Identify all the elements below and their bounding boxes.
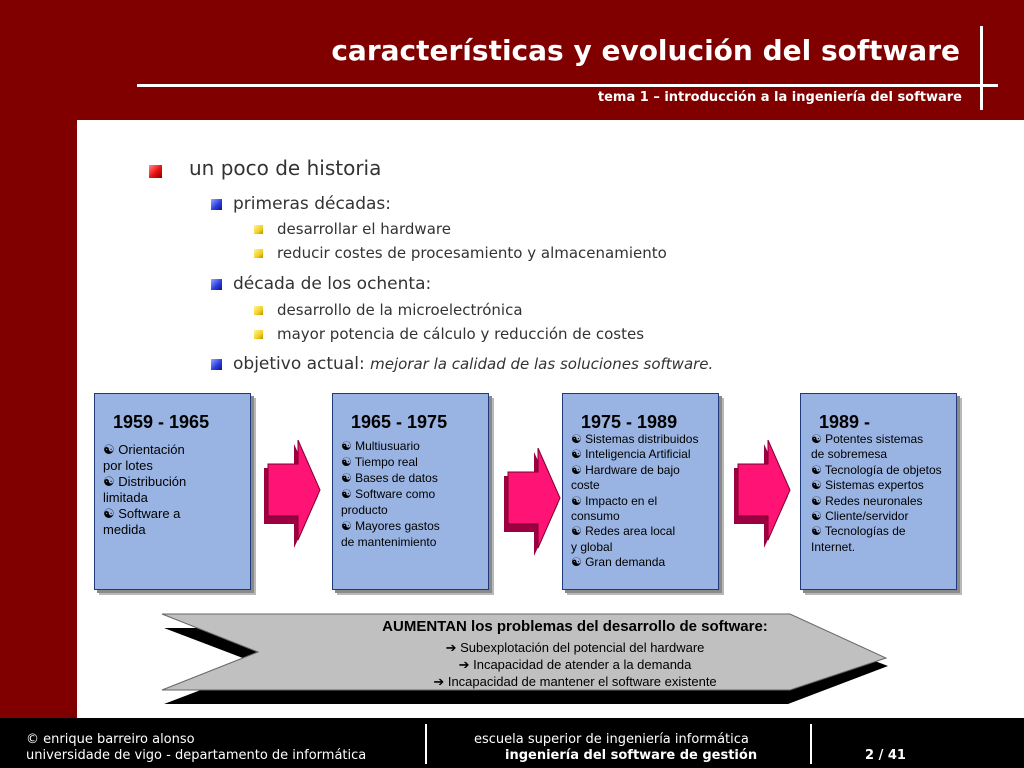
slide-title: características y evolución del software xyxy=(331,34,960,67)
era-item: ☯ Inteligencia Artificial xyxy=(571,447,691,462)
era-item: ☯ Redes neuronales xyxy=(811,493,923,508)
era-years: 1965 - 1975 xyxy=(351,412,448,432)
yellow-bullet-icon xyxy=(254,330,263,339)
era-years: 1975 - 1989 xyxy=(581,412,678,432)
era-box xyxy=(800,393,957,590)
era-item: coste xyxy=(571,478,600,493)
footer-institution: universidade de vigo - departamento de informática xyxy=(26,748,367,763)
era-box xyxy=(562,393,719,590)
era-item: ☯ Potentes sistemas xyxy=(811,432,924,446)
right-arrow-icon xyxy=(732,440,792,550)
era-items xyxy=(341,438,484,550)
era-years: 1989 - xyxy=(819,412,871,432)
banner-line: ➔ Incapacidad de mantener el software existente xyxy=(433,674,717,689)
section-label: objetivo actual: xyxy=(233,354,365,374)
era-item: ☯ Software a xyxy=(103,506,181,521)
yellow-bullet-icon xyxy=(254,249,263,258)
era-years: 1959 - 1965 xyxy=(113,412,210,432)
section-item: mayor potencia de cálculo y reducción de costes xyxy=(277,325,645,343)
blue-bullet-icon xyxy=(211,359,222,370)
era-item: Internet. xyxy=(811,539,856,554)
era-item: y global xyxy=(571,539,613,554)
era-item: medida xyxy=(103,522,146,537)
banner-title: AUMENTAN los problemas del desarrollo de software: xyxy=(382,618,768,635)
yellow-bullet-icon xyxy=(254,306,263,315)
era-item: ☯ Orientación xyxy=(103,442,185,457)
era-item: ☯ Software como xyxy=(341,487,436,501)
footer-course: ingeniería del software de gestión xyxy=(505,748,758,763)
era-item: ☯ Hardware de bajo xyxy=(571,462,680,477)
section-item: reducir costes de procesamiento y almacenamiento xyxy=(277,244,667,262)
era-item: limitada xyxy=(103,490,148,505)
title-underline xyxy=(137,84,998,87)
footer-divider xyxy=(425,724,427,764)
outline-heading: un poco de historia xyxy=(189,156,382,180)
era-items xyxy=(811,432,952,555)
era-item: producto xyxy=(341,503,388,517)
era-item: ☯ Tecnologías de xyxy=(811,524,906,539)
era-item: ☯ Bases de datos xyxy=(341,471,438,485)
right-arrow-icon xyxy=(262,440,322,550)
era-item: ☯ Distribución xyxy=(103,474,187,489)
era-item: ☯ Sistemas distribuidos xyxy=(571,432,699,446)
era-item: ☯ Redes area local xyxy=(571,524,676,539)
red-bullet-icon xyxy=(149,165,162,178)
era-item: ☯ Mayores gastos xyxy=(341,519,440,533)
footer-author: © enrique barreiro alonso xyxy=(26,732,195,747)
section-label: década de los ochenta: xyxy=(233,274,432,294)
title-vertical-rule xyxy=(980,26,983,110)
footer-school: escuela superior de ingeniería informática xyxy=(474,732,749,747)
era-item: por lotes xyxy=(103,458,153,473)
header-band xyxy=(0,0,1024,120)
banner-line: ➔ Subexplotación del potencial del hardware xyxy=(445,640,705,655)
era-box xyxy=(332,393,489,590)
era-box xyxy=(94,393,251,590)
right-arrow-icon xyxy=(502,448,562,558)
era-item: ☯ Tiempo real xyxy=(341,455,418,469)
era-item: ☯ Multiusuario xyxy=(341,439,420,453)
era-item: de mantenimiento xyxy=(341,535,437,549)
era-item: ☯ Tecnología de objetos xyxy=(811,462,942,477)
yellow-bullet-icon xyxy=(254,225,263,234)
page-number: 2 / 41 xyxy=(865,748,906,763)
footer xyxy=(0,718,1024,768)
section-label: primeras décadas: xyxy=(233,194,391,214)
section-objective xyxy=(233,354,713,374)
section-item: desarrollar el hardware xyxy=(277,220,451,238)
era-items xyxy=(571,432,714,571)
era-item: ☯ Impacto en el xyxy=(571,493,658,508)
era-item: consumo xyxy=(571,509,620,524)
era-item: ☯ Gran demanda xyxy=(571,555,666,570)
blue-bullet-icon xyxy=(211,279,222,290)
banner-line: ➔ Incapacidad de atender a la demanda xyxy=(458,657,692,672)
era-items xyxy=(103,442,246,538)
footer-divider xyxy=(810,724,812,764)
era-item: de sobremesa xyxy=(811,447,888,462)
objective-emphasis: mejorar la calidad de las soluciones software. xyxy=(370,355,714,373)
era-item: ☯ Cliente/servidor xyxy=(811,509,909,524)
section-item: desarrollo de la microelectrónica xyxy=(277,301,523,319)
blue-bullet-icon xyxy=(211,199,222,210)
slide-subtitle: tema 1 – introducción a la ingeniería del software xyxy=(597,90,962,105)
era-item: ☯ Sistemas expertos xyxy=(811,478,924,493)
